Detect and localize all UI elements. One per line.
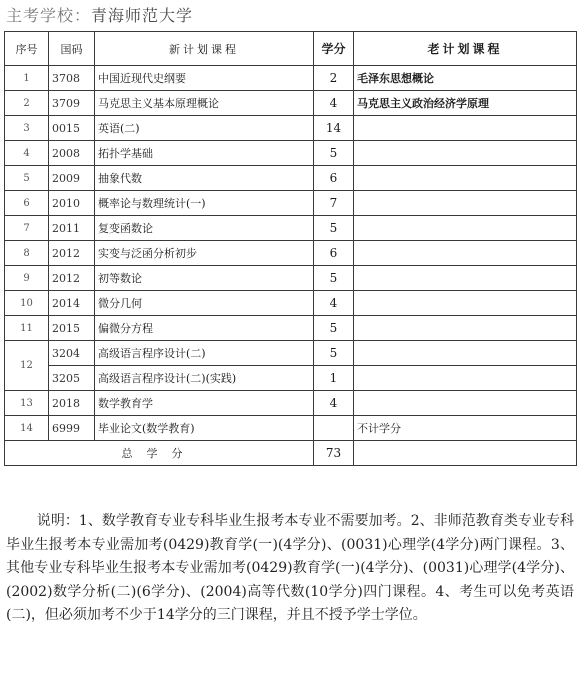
row-code: 3204 — [49, 341, 95, 366]
table-row — [5, 116, 577, 141]
row-old-course — [354, 291, 577, 316]
row-old-course — [354, 116, 577, 141]
row-credit: 14 — [314, 116, 354, 141]
table-row — [5, 241, 577, 266]
row-code: 2015 — [49, 316, 95, 341]
row-old-course: 马克思主义政治经济学原理 — [354, 91, 577, 116]
row-no: 2 — [5, 91, 49, 116]
row-no: 12 — [5, 341, 49, 391]
row-credit: 5 — [314, 216, 354, 241]
table-row — [5, 391, 577, 416]
header-code: 国码 — [49, 32, 95, 66]
row-new-course: 初等数论 — [95, 266, 314, 291]
row-no: 14 — [5, 416, 49, 441]
row-no: 3 — [5, 116, 49, 141]
row-credit: 4 — [314, 291, 354, 316]
row-no: 11 — [5, 316, 49, 341]
row-new-course: 微分几何 — [95, 291, 314, 316]
row-old-course — [354, 166, 577, 191]
total-row — [5, 441, 577, 466]
row-new-course: 数学教育学 — [95, 391, 314, 416]
table-row — [5, 416, 577, 441]
row-credit: 2 — [314, 66, 354, 91]
row-new-course: 高级语言程序设计(二)(实践) — [95, 366, 314, 391]
table-row — [5, 216, 577, 241]
table-row — [5, 91, 577, 116]
notes-text: 说明：1、数学教育专业专科毕业生报考本专业不需要加考。2、非师范教育类专业专科毕业生报考本专业需加考(0429)教育学(一)(4学分)、(0031)心理学(4学分)两门课程。3、其他专业专科毕业生报考本专业需加考(0429)教育学(一)(4学分)、(0031)心理学(4学分)、(2002)数学分析(二)(6学分)、(2004)高等代数(10学分)四门课程。4、考生可以免考英语(二)，但必须加考不少于14学分的三门课程，并且不授予学士学位。 — [6, 513, 574, 623]
row-new-course: 高级语言程序设计(二) — [95, 341, 314, 366]
row-new-course: 中国近现代史纲要 — [95, 66, 314, 91]
table-row — [5, 191, 577, 216]
row-no: 4 — [5, 141, 49, 166]
row-no: 8 — [5, 241, 49, 266]
row-no: 13 — [5, 391, 49, 416]
row-new-course: 拓扑学基础 — [95, 141, 314, 166]
row-old-course — [354, 341, 577, 366]
row-credit: 4 — [314, 91, 354, 116]
row-old-course — [354, 241, 577, 266]
row-no: 5 — [5, 166, 49, 191]
row-credit: 1 — [314, 366, 354, 391]
row-new-course: 英语(二) — [95, 116, 314, 141]
row-code: 2012 — [49, 266, 95, 291]
table-row — [5, 316, 577, 341]
row-code: 2008 — [49, 141, 95, 166]
row-new-course: 实变与泛函分析初步 — [95, 241, 314, 266]
header-new-course: 新计划课程 — [95, 32, 314, 66]
row-code: 2018 — [49, 391, 95, 416]
table-row — [5, 341, 577, 366]
row-credit: 4 — [314, 391, 354, 416]
total-empty-cell — [354, 441, 577, 466]
exam-school-name: 青海师范大学 — [91, 6, 194, 25]
table-row — [5, 291, 577, 316]
row-no: 1 — [5, 66, 49, 91]
row-no: 6 — [5, 191, 49, 216]
row-code: 3709 — [49, 91, 95, 116]
row-no: 9 — [5, 266, 49, 291]
row-credit: 5 — [314, 141, 354, 166]
row-code: 2010 — [49, 191, 95, 216]
row-new-course: 抽象代数 — [95, 166, 314, 191]
row-new-course: 马克思主义基本原理概论 — [95, 91, 314, 116]
course-plan-table — [4, 31, 577, 466]
row-new-course: 偏微分方程 — [95, 316, 314, 341]
table-row — [5, 141, 577, 166]
total-credit: 73 — [314, 441, 354, 466]
row-credit: 5 — [314, 266, 354, 291]
row-code: 2011 — [49, 216, 95, 241]
row-new-course: 毕业论文(数学教育) — [95, 416, 314, 441]
table-header-row — [5, 32, 577, 66]
row-code: 6999 — [49, 416, 95, 441]
row-code: 0015 — [49, 116, 95, 141]
row-old-course — [354, 391, 577, 416]
row-code: 3205 — [49, 366, 95, 391]
row-credit: 5 — [314, 316, 354, 341]
row-old-course — [354, 316, 577, 341]
row-new-course: 概率论与数理统计(一) — [95, 191, 314, 216]
row-credit: 6 — [314, 241, 354, 266]
row-old-course — [354, 191, 577, 216]
notes-section — [6, 510, 574, 628]
row-old-course: 不计学分 — [354, 416, 577, 441]
row-code: 2014 — [49, 291, 95, 316]
header-old-course: 老计划课程 — [354, 32, 577, 66]
row-credit: 7 — [314, 191, 354, 216]
exam-school-label: 主考学校： — [6, 6, 92, 25]
row-credit — [314, 416, 354, 441]
exam-school-header — [6, 3, 193, 26]
row-new-course: 复变函数论 — [95, 216, 314, 241]
row-old-course — [354, 266, 577, 291]
table-row — [5, 66, 577, 91]
row-no: 7 — [5, 216, 49, 241]
header-no: 序号 — [5, 32, 49, 66]
table-row — [5, 166, 577, 191]
row-code: 2009 — [49, 166, 95, 191]
row-credit: 5 — [314, 341, 354, 366]
row-no: 10 — [5, 291, 49, 316]
total-label: 总学分 — [5, 441, 314, 466]
row-code: 3708 — [49, 66, 95, 91]
row-old-course — [354, 366, 577, 391]
row-old-course — [354, 216, 577, 241]
row-code: 2012 — [49, 241, 95, 266]
header-credit: 学分 — [314, 32, 354, 66]
table-row — [5, 266, 577, 291]
row-old-course — [354, 141, 577, 166]
row-old-course: 毛泽东思想概论 — [354, 66, 577, 91]
table-row — [5, 366, 577, 391]
row-credit: 6 — [314, 166, 354, 191]
